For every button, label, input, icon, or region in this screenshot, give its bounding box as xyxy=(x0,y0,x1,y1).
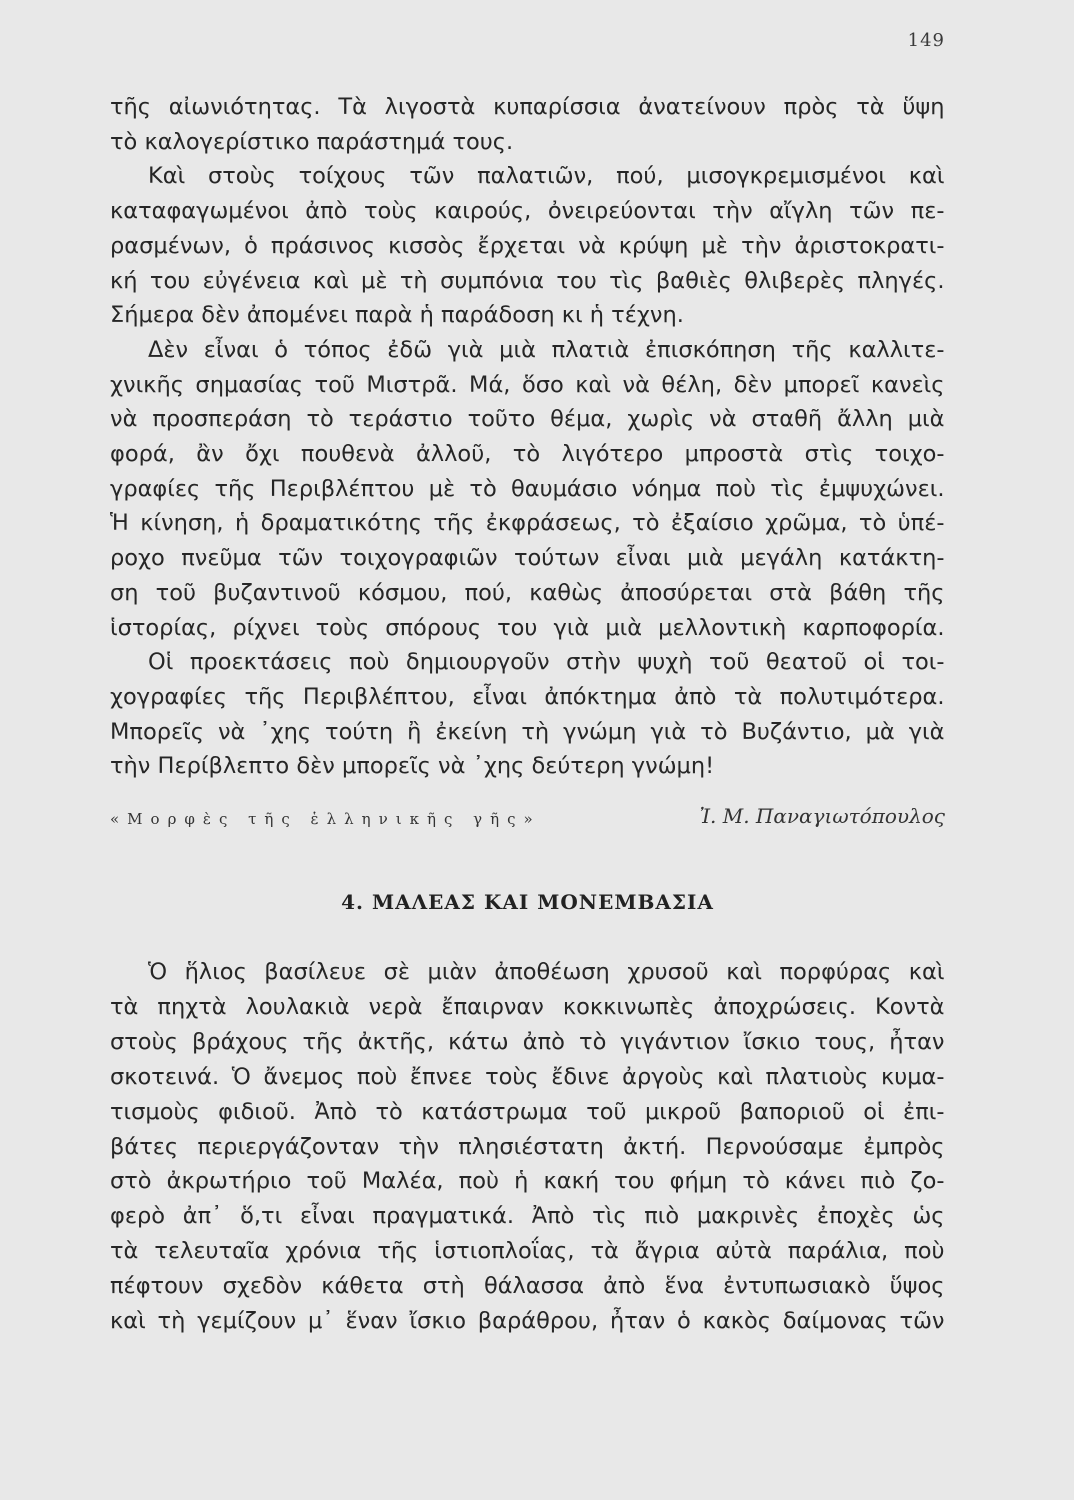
section-title: ΜΑΛΕΑΣ ΚΑΙ ΜΟΝΕΜΒΑΣΙΑ xyxy=(371,890,714,914)
page-number: 149 xyxy=(907,30,945,51)
line-text: χογραφίες τῆς Περιβλέπτου, εἶναι ἀπόκτημα ἀπὸ τὰ πολυτιμότερα. xyxy=(110,683,945,710)
line-text: Ἡ κίνηση, ἡ δραματικότης τῆς ἐκφράσεως, τὸ ἐξαίσιο χρῶμα, τὸ ὑπέ- xyxy=(110,510,945,537)
text-line xyxy=(110,125,945,160)
text-line xyxy=(110,1095,945,1130)
text-line xyxy=(110,472,945,507)
line-text: στὸ ἀκρωτήριο τοῦ Μαλέα, ποὺ ἡ κακή του φήμη τὸ κάνει πιὸ ζο- xyxy=(110,1168,945,1195)
text-line xyxy=(110,749,945,784)
line-text: νὰ προσπεράση τὸ τεράστιο τοῦτο θέμα, χωρὶς νὰ σταθῆ ἄλλη μιὰ xyxy=(110,406,945,433)
body-text-section xyxy=(110,955,945,1339)
paragraph xyxy=(110,90,945,159)
line-text: Δὲν εἶναι ὁ τόπος ἐδῶ γιὰ μιὰ πλατιὰ ἐπισκόπηση τῆς καλλιτε- xyxy=(148,336,945,363)
text-line xyxy=(110,1130,945,1165)
line-text: τὸ καλογερίστικο παράστημά τους. xyxy=(110,128,514,155)
text-line xyxy=(110,229,945,264)
line-text: τὰ τελευταῖα χρόνια τῆς ἱστιοπλοΐας, τὰ ἄγρια αὐτὰ παράλια, ποὺ xyxy=(110,1238,945,1265)
text-line xyxy=(110,990,945,1025)
line-text: φερὸ ἀπ᾽ ὅ,τι εἶναι πραγματικά. Ἀπὸ τὶς πιὸ μακρινὲς ἐποχὲς ὡς xyxy=(110,1203,945,1230)
text-line xyxy=(110,1269,945,1304)
section-number: 4. xyxy=(341,890,364,914)
line-text: γραφίες τῆς Περιβλέπτου μὲ τὸ θαυμάσιο νόημα ποὺ τὶς ἐμψυχώνει. xyxy=(110,475,945,502)
line-text: τῆς αἰωνιότητας. Τὰ λιγοστὰ κυπαρίσσια ἀνατείνουν πρὸς τὰ ὕψη xyxy=(110,94,945,120)
text-line xyxy=(110,1234,945,1269)
text-line xyxy=(110,333,945,368)
text-line xyxy=(110,645,945,680)
line-text: σκοτεινά. Ὁ ἄνεμος ποὺ ἔπνεε τοὺς ἔδινε ἀργοὺς καὶ πλατιοὺς κυμα- xyxy=(110,1063,945,1090)
paragraph xyxy=(110,333,945,645)
text-line xyxy=(110,1164,945,1199)
line-text: ἱστορίας, ρίχνει τοὺς σπόρους του γιὰ μιὰ μελλοντικὴ καρποφορία. xyxy=(110,614,945,641)
text-line xyxy=(110,1060,945,1095)
text-line xyxy=(110,715,945,750)
text-line xyxy=(110,955,945,990)
text-line xyxy=(110,611,945,646)
line-text: βάτες περιεργάζονταν τὴν πλησιέστατη ἀκτή. Περνούσαμε ἐμπρὸς xyxy=(110,1133,945,1160)
line-text: καταφαγωμένοι ἀπὸ τοὺς καιρούς, ὀνειρεύονται τὴν αἴγλη τῶν πε- xyxy=(110,198,945,225)
text-line xyxy=(110,402,945,437)
line-text: Οἱ προεκτάσεις ποὺ δημιουργοῦν στὴν ψυχὴ τοῦ θεατοῦ οἱ τοι- xyxy=(148,649,945,676)
text-line xyxy=(110,159,945,194)
body-text-top xyxy=(110,90,945,784)
line-text: τὴν Περίβλεπτο δὲν μπορεῖς νὰ ᾽χης δεύτερη γνώμη! xyxy=(110,753,715,780)
line-text: Ὁ ἥλιος βασίλευε σὲ μιὰν ἀποθέωση χρυσοῦ καὶ πορφύρας καὶ xyxy=(148,959,945,985)
text-line xyxy=(110,506,945,541)
line-text: χνικῆς σημασίας τοῦ Μιστρᾶ. Μά, ὅσο καὶ νὰ θέλη, δὲν μπορεῖ κανεὶς xyxy=(110,371,945,398)
text-line xyxy=(110,368,945,403)
line-text: κή του εὐγένεια καὶ μὲ τὴ συμπόνια του τὶς βαθιὲς θλιβερὲς πληγές. xyxy=(110,267,945,294)
line-text: ση τοῦ βυζαντινοῦ κόσμου, πού, καθὼς ἀποσύρεται στὰ βάθη τῆς xyxy=(110,579,945,606)
line-text: καὶ τὴ γεμίζουν μ᾽ ἕναν ἴσκιο βαράθρου, ἦταν ὁ κακὸς δαίμονας τῶν xyxy=(110,1308,945,1335)
line-text: ρασμένων, ὁ πράσινος κισσὸς ἔρχεται νὰ κρύψη μὲ τὴν ἀριστοκρατι- xyxy=(110,232,945,259)
source-attribution xyxy=(110,804,945,836)
paragraph xyxy=(110,159,945,333)
paragraph xyxy=(110,955,945,1339)
paragraph xyxy=(110,645,945,784)
text-line xyxy=(110,576,945,611)
text-line xyxy=(110,680,945,715)
text-line xyxy=(110,194,945,229)
line-text: Σήμερα δὲν ἀπομένει παρὰ ἡ παράδοση κι ἡ τέχνη. xyxy=(110,302,684,329)
line-text: τὰ πηχτὰ λουλακιὰ νερὰ ἔπαιρναν κοκκινωπὲς ἀποχρώσεις. Κοντὰ xyxy=(110,993,945,1020)
line-text: πέφτουν σχεδὸν κάθετα στὴ θάλασσα ἀπὸ ἕνα ἐντυπωσιακὸ ὕψος xyxy=(110,1273,945,1300)
line-text: Μπορεῖς νὰ ᾽χης τούτη ἢ ἐκείνη τὴ γνώμη γιὰ τὸ Βυζάντιο, μὰ γιὰ xyxy=(110,718,945,745)
text-line xyxy=(110,1304,945,1339)
line-text: φορά, ἂν ὄχι πουθενὰ ἀλλοῦ, τὸ λιγότερο μπροστὰ στὶς τοιχο- xyxy=(110,441,945,468)
line-text: στοὺς βράχους τῆς ἀκτῆς, κάτω ἀπὸ τὸ γιγάντιον ἴσκιο τους, ἦταν xyxy=(110,1028,945,1055)
text-line xyxy=(110,1199,945,1234)
text-line xyxy=(110,264,945,299)
source-author: Ἰ. Μ. Παναγιωτόπουλος xyxy=(699,804,945,828)
line-text: Καὶ στοὺς τοίχους τῶν παλατιῶν, πού, μισογκρεμισμένοι καὶ xyxy=(148,163,945,190)
source-work-title: «Μορφὲς τῆς ἑλληνικῆς γῆς» xyxy=(110,810,541,828)
line-text: τισμοὺς φιδιοῦ. Ἀπὸ τὸ κατάστρωμα τοῦ μικροῦ βαποριοῦ οἱ ἐπι- xyxy=(110,1098,945,1125)
line-text: ροχο πνεῦμα τῶν τοιχογραφιῶν τούτων εἶναι μιὰ μεγάλη κατάκτη- xyxy=(110,545,945,572)
text-line xyxy=(110,298,945,333)
text-line xyxy=(110,1025,945,1060)
section-heading xyxy=(110,890,945,914)
text-line xyxy=(110,541,945,576)
text-line xyxy=(110,90,945,125)
text-line xyxy=(110,437,945,472)
